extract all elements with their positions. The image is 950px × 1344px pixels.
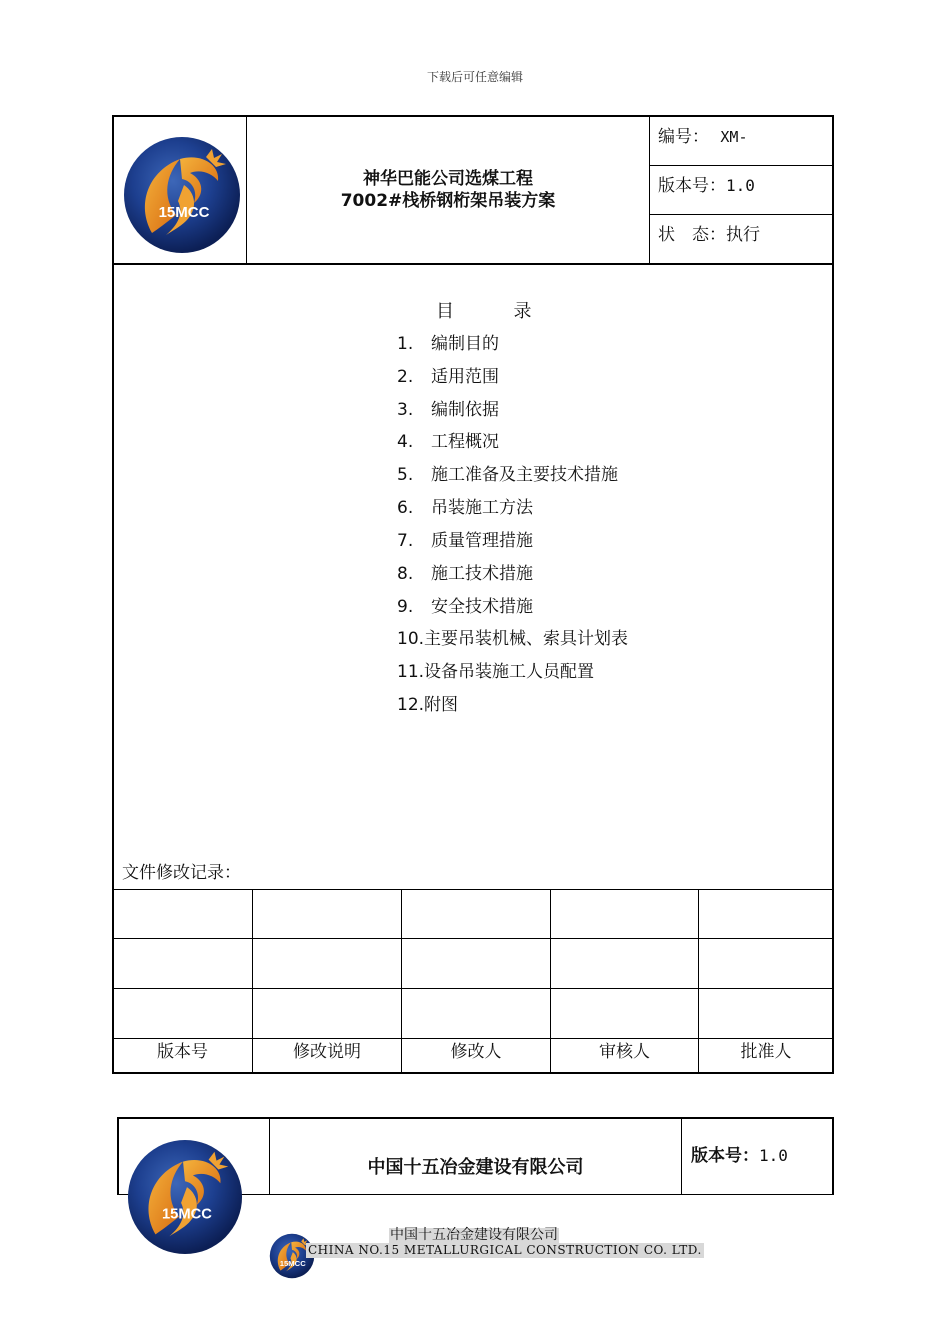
toc-title [436,297,531,323]
doc-number-cell [650,117,834,166]
version-value: 1.0 [726,176,755,195]
column-header-version: 版本号 [157,1042,208,1062]
toc-item: 7. 质量管理措施 [397,531,533,551]
revision-table [113,889,833,1073]
footer-version-value: 1.0 [759,1146,788,1165]
toc-item: 3. 编制依据 [397,400,499,420]
footer-logo-icon [126,1138,244,1256]
plan-title: 7002#栈桥钢桁架吊装方案 [340,191,556,211]
status-value: 执行 [726,225,760,245]
toc-item: 1. 编制目的 [397,334,499,354]
status-cell [650,215,834,264]
column-header-approver: 批准人 [740,1042,792,1062]
column-header-change-description: 修改说明 [293,1042,361,1062]
version-cell [650,166,834,215]
company-name-chinese: 中国十五冶金建设有限公司 [390,1227,558,1243]
toc-item: 10.主要吊装机械、索具计划表 [397,629,629,649]
column-header-reviewer: 审核人 [599,1042,650,1062]
company-logo-icon [122,135,242,255]
doc-number-label: 编号： [658,127,709,147]
toc-item: 2. 适用范围 [397,367,499,387]
toc-title-left: 目 [436,301,454,322]
version-label: 版本号： [658,176,726,196]
toc-item: 9. 安全技术措施 [397,597,533,617]
status-label: 状 态： [658,225,726,245]
doc-number-value: XM- [720,128,748,146]
toc-item: 11.设备吊装施工人员配置 [397,662,595,682]
footer-version-cell [682,1119,832,1194]
column-header-editor: 修改人 [450,1042,502,1062]
footer-version-label: 版本号： [691,1146,759,1166]
toc-item: 8. 施工技术措施 [397,564,533,584]
top-note: 下载后可任意编辑 [426,70,523,84]
footer-logo-text: 15MCC [161,1206,212,1223]
company-name-english: CHINA NO.15 METALLURGICAL CONSTRUCTION CO. LTD. [308,1243,702,1257]
toc-item: 6. 吊装施工方法 [397,498,533,518]
document-header [112,115,834,265]
footer-company-name: 中国十五冶金建设有限公司 [270,1119,682,1194]
toc-item: 4. 工程概况 [397,432,499,452]
toc-item: 12.附图 [397,695,459,715]
toc-title-right: 录 [513,301,532,322]
title-cell [247,117,650,263]
logo-text: 15MCC [158,204,210,221]
revision-record-label: 文件修改记录： [122,863,241,883]
project-title: 神华巴能公司选煤工程 [363,169,533,189]
logo-cell [114,117,247,263]
toc-item: 5. 施工准备及主要技术措施 [397,465,618,485]
small-logo-text: 15MCC [279,1258,306,1268]
